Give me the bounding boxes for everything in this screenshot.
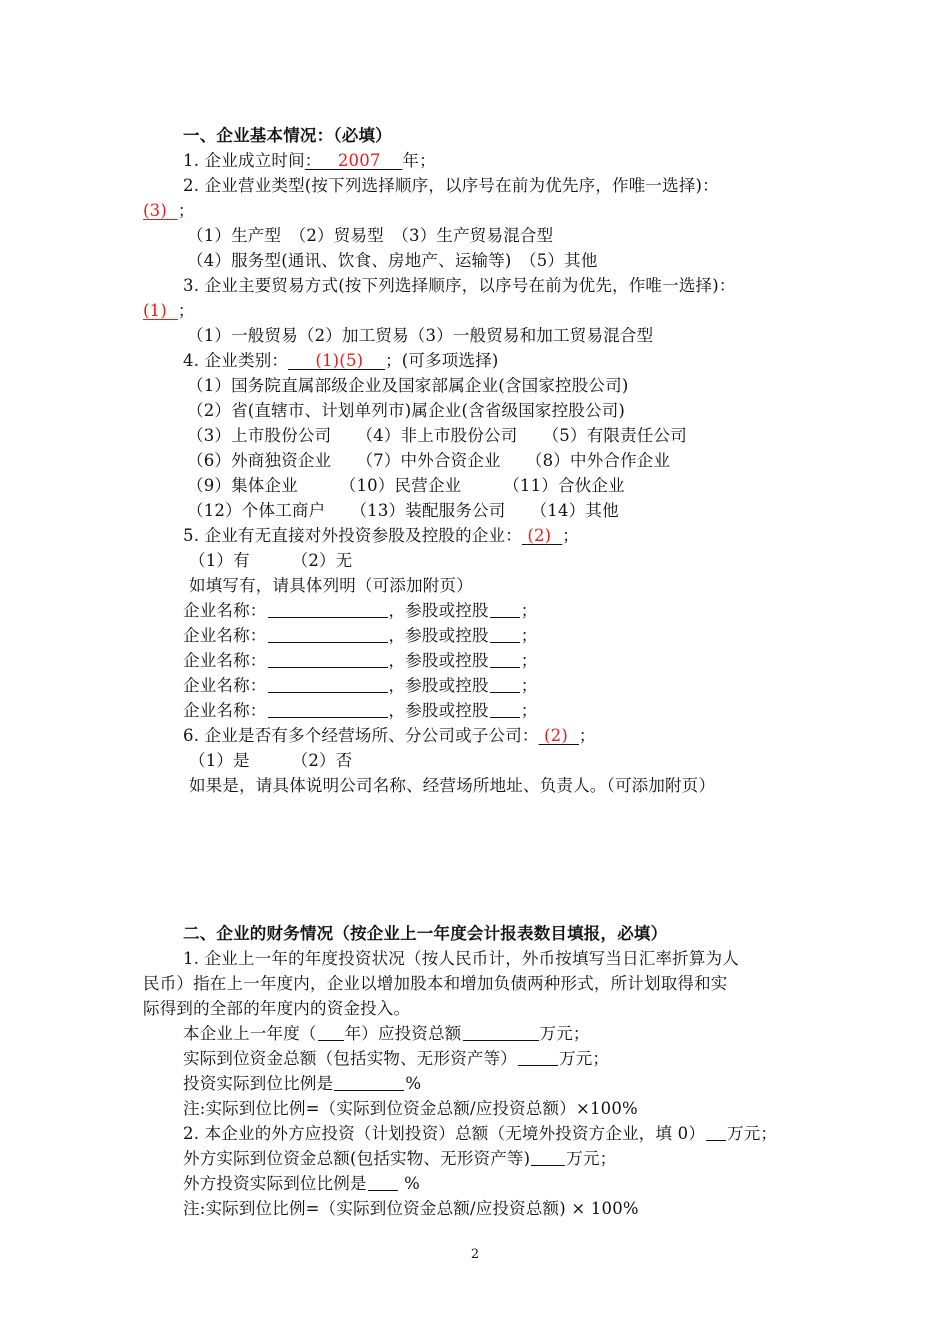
ratio-field[interactable] — [334, 1074, 404, 1091]
ratio-note: 注:实际到位比例=（实际到位资金总额/应投资总额）×100% — [183, 1099, 638, 1118]
foreign-ratio-note: 注:实际到位比例=（实际到位资金总额/应投资总额) × 100% — [183, 1199, 639, 1218]
foreign-actual-line: 外方实际到位资金总额(包括实物、无形资产等) 万元； — [183, 1149, 617, 1168]
q3-label: 3. 企业主要贸易方式(按下列选择顺序，以序号在前为优先，作唯一选择)： — [183, 276, 736, 295]
q4-option: （2）省(直辖市、计划单列市)属企业(含省级国家控股公司) — [187, 401, 626, 420]
foreign-investment-line: 2. 本企业的外方应投资（计划投资）总额（无境外投资方企业，填 0） 万元； — [183, 1124, 778, 1143]
q3-answer[interactable]: (1) — [143, 301, 167, 320]
section1-heading: 一、企业基本情况：（必填） — [183, 126, 392, 145]
q5-answer: (2) — [527, 526, 552, 545]
investment-total-line: 本企业上一年度（ 年）应投资总额 万元； — [183, 1024, 590, 1043]
q5-line: 5. 企业有无直接对外投资参股及控股的企业： (2) ； — [183, 526, 579, 545]
company-entry: 企业名称： ，参股或控股 ； — [183, 626, 538, 645]
actual-funds-line: 实际到位资金总额（包括实物、无形资产等） 万元； — [183, 1049, 610, 1068]
foreign-investment-field[interactable] — [706, 1124, 726, 1141]
q4-answer: (1)(5) — [315, 351, 364, 370]
q4-option: （3）上市股份公司 （4）非上市股份公司 （5）有限责任公司 — [187, 426, 687, 445]
q3-answer-line: (1) ； — [143, 301, 195, 320]
company-name-field[interactable] — [268, 626, 388, 643]
company-entry: 企业名称： ，参股或控股 ； — [183, 676, 538, 695]
share-type-field[interactable] — [490, 701, 520, 718]
q4-option: （6）外商独资企业 （7）中外合资企业 （8）中外合作企业 — [187, 451, 671, 470]
q6-options-1: （1）是 （2）否 — [189, 751, 353, 770]
foreign-ratio-field[interactable] — [368, 1174, 398, 1191]
foreign-actual-field[interactable] — [531, 1149, 565, 1166]
q6-answer: (2) — [544, 726, 569, 745]
q2-answer[interactable]: (3) — [143, 201, 167, 220]
share-type-field[interactable] — [490, 601, 520, 618]
q4-option: （12）个体工商户 （13）装配服务公司 （14）其他 — [187, 501, 619, 520]
q1-label: 1. 企业成立时间 — [183, 151, 305, 170]
q4-answer-field[interactable] — [288, 351, 385, 370]
q5-answer-field[interactable] — [522, 526, 562, 545]
company-name-field[interactable] — [268, 601, 388, 618]
share-type-field[interactable] — [490, 626, 520, 643]
q5-note: 如填写有，请具体列明（可添加附页） — [189, 576, 473, 595]
company-entry: 企业名称： ，参股或控股 ； — [183, 701, 538, 720]
q5-label: 5. 企业有无直接对外投资参股及控股的企业： — [183, 526, 522, 545]
q2-answer-line: (3) ； — [143, 201, 195, 220]
section2-heading: 二、企业的财务情况（按企业上一年度会计报表数目填报，必填） — [183, 924, 668, 943]
q3-options-1: （1）一般贸易（2）加工贸易（3）一般贸易和加工贸易混合型 — [187, 326, 654, 345]
investment-total-field[interactable] — [463, 1024, 539, 1041]
company-entry: 企业名称： ，参股或控股 ； — [183, 651, 538, 670]
q2-options-1: （1）生产型 （2）贸易型 （3）生产贸易混合型 — [187, 226, 554, 245]
q4-line: 4. 企业类别： (1)(5) ；(可多项选择) — [183, 351, 499, 370]
s2-paragraph-line: 际得到的全部的年度内的资金投入。 — [143, 999, 411, 1018]
q4-option: （1）国务院直属部级企业及国家部属企业(含国家控股公司) — [187, 376, 629, 395]
company-entry: 企业名称： ，参股或控股 ； — [183, 601, 538, 620]
year-field[interactable] — [318, 1024, 344, 1041]
actual-funds-field[interactable] — [518, 1049, 558, 1066]
foreign-ratio-line: 外方投资实际到位比例是 % — [183, 1174, 421, 1193]
page-number: 2 — [470, 1247, 480, 1262]
q2-options-2: （4）服务型(通讯、饮食、房地产、运输等) （5）其他 — [187, 251, 598, 270]
share-type-field[interactable] — [490, 676, 520, 693]
s2-paragraph-line: 1. 企业上一年的年度投资状况（按人民币计，外币按填写当日汇率折算为人 — [183, 949, 739, 968]
q6-answer-field[interactable] — [539, 726, 579, 745]
q1-answer: 2007 — [337, 151, 381, 170]
q6-line: 6. 企业是否有多个经营场所、分公司或子公司： (2) ； — [183, 726, 596, 745]
q6-label: 6. 企业是否有多个经营场所、分公司或子公司： — [183, 726, 539, 745]
q1-line: 1. 企业成立时间： 2007 年； — [183, 151, 436, 170]
q5-options-1: （1）有 （2）无 — [189, 551, 353, 570]
company-name-field[interactable] — [268, 701, 388, 718]
q4-option: （9）集体企业 （10）民营企业 （11）合伙企业 — [187, 476, 625, 495]
share-type-field[interactable] — [490, 651, 520, 668]
q2-label: 2. 企业营业类型(按下列选择顺序，以序号在前为优先序，作唯一选择)： — [183, 176, 719, 195]
q6-note: 如果是，请具体说明公司名称、经营场所地址、负责人。（可添加附页） — [189, 776, 716, 795]
company-name-field[interactable] — [268, 676, 388, 693]
s2-paragraph-line: 民币）指在上一年度内，企业以增加股本和增加负债两种形式，所计划取得和实 — [143, 974, 728, 993]
ratio-line: 投资实际到位比例是 % — [183, 1074, 422, 1093]
q1-answer-field[interactable]: ： 2007 — [304, 151, 381, 170]
q4-label: 4. 企业类别： — [183, 351, 289, 370]
company-name-field[interactable] — [268, 651, 388, 668]
